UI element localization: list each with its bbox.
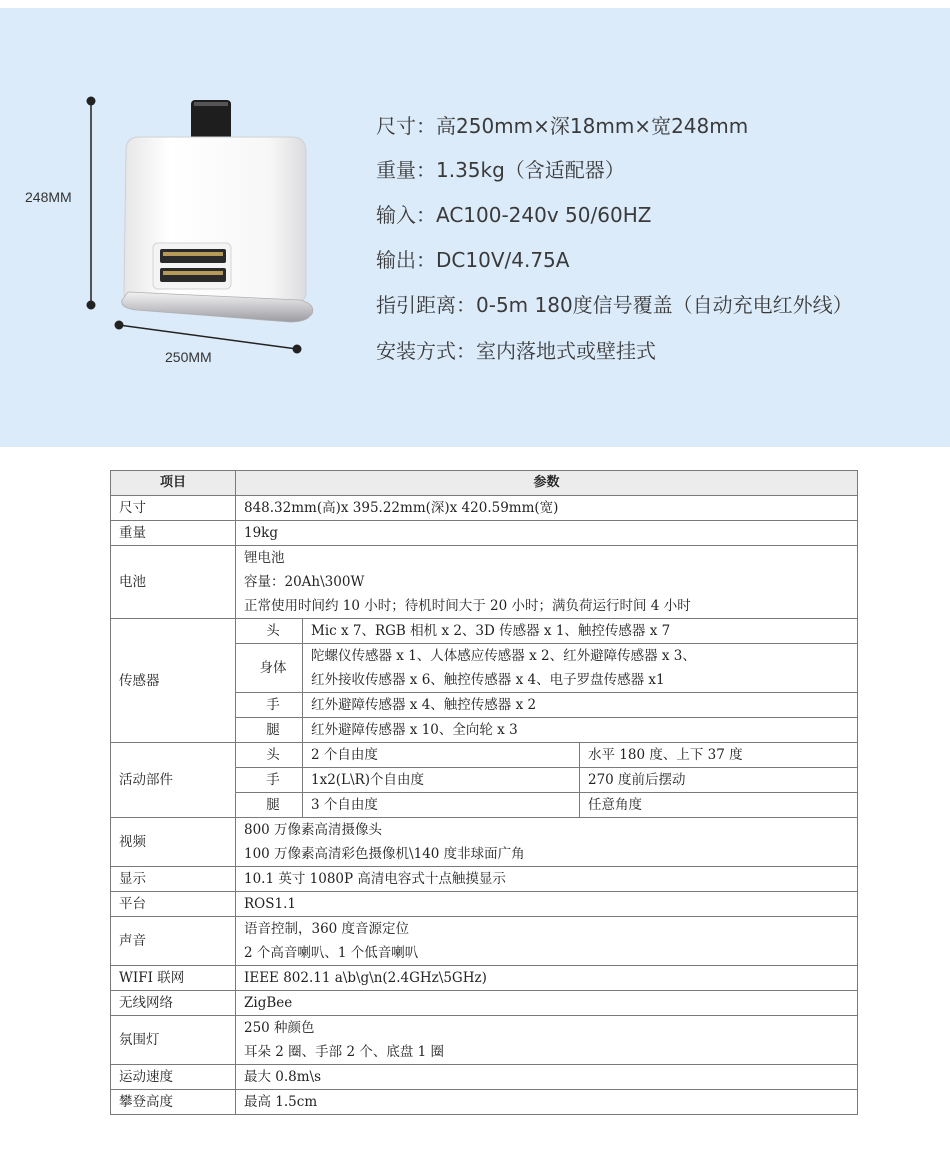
row-value: 最高 1.5cm: [236, 1090, 858, 1115]
value-line: 耳朵 2 圈、手部 2 个、底盘 1 圈: [244, 1044, 445, 1060]
row-value: [236, 1016, 858, 1065]
table-header-row: [111, 471, 858, 496]
row-label: 活动部件: [111, 743, 236, 818]
row-label: 重量: [111, 521, 236, 546]
row-label: 声音: [111, 917, 236, 966]
spec-size: 尺寸：高250mm×深18mm×宽248mm: [376, 114, 749, 138]
sub-label: 头: [236, 619, 303, 644]
value-line: 2 个高音喇叭、1 个低音喇叭: [244, 945, 419, 961]
row-value: 19kg: [236, 521, 858, 546]
value-line: 陀螺仪传感器 x 1、人体感应传感器 x 2、红外避障传感器 x 3、: [311, 648, 696, 664]
range-value: 水平 180 度、上下 37 度: [580, 743, 858, 768]
row-value: ROS1.1: [236, 892, 858, 917]
spec-output: 输出：DC10V/4.75A: [376, 248, 570, 272]
sub-label: 腿: [236, 793, 303, 818]
sub-label: 腿: [236, 718, 303, 743]
table-row: [111, 546, 858, 619]
table-row: [111, 1090, 858, 1115]
table-row: [111, 966, 858, 991]
row-label: 视频: [111, 818, 236, 867]
spec-installation: 安装方式：室内落地式或壁挂式: [376, 339, 656, 363]
row-label: WIFI 联网: [111, 966, 236, 991]
row-value: [236, 546, 858, 619]
row-label: 运动速度: [111, 1065, 236, 1090]
table-row: [111, 991, 858, 1016]
spec-weight: 重量：1.35kg（含适配器）: [376, 158, 625, 182]
row-label: 显示: [111, 867, 236, 892]
row-value: [236, 818, 858, 867]
width-label: 250MM: [165, 349, 212, 365]
value-line: 语音控制，360 度音源定位: [244, 921, 410, 937]
sub-label: 头: [236, 743, 303, 768]
row-label: 尺寸: [111, 496, 236, 521]
value-line: 100 万像素高清彩色摄像机\140 度非球面广角: [244, 846, 525, 862]
value-line: 250 种颜色: [244, 1020, 315, 1036]
value-line: 容量：20Ah\300W: [244, 574, 365, 590]
dof-value: 2 个自由度: [303, 743, 580, 768]
spec-guide-distance: 指引距离：0-5m 180度信号覆盖（自动充电红外线）: [376, 293, 853, 317]
row-value: ZigBee: [236, 991, 858, 1016]
row-value: 红外避障传感器 x 10、全向轮 x 3: [303, 718, 858, 743]
width-dimension-line: [119, 325, 297, 349]
table-row: [111, 892, 858, 917]
sub-label: 手: [236, 768, 303, 793]
dof-value: 1x2(L\R)个自由度: [303, 768, 580, 793]
table-row: [111, 521, 858, 546]
table-row: [111, 867, 858, 892]
row-value: 红外避障传感器 x 4、触控传感器 x 2: [303, 693, 858, 718]
row-value: [236, 917, 858, 966]
row-label: 平台: [111, 892, 236, 917]
table-row: [111, 743, 858, 768]
sub-label: 身体: [236, 644, 303, 693]
header-param: 参数: [236, 471, 858, 496]
row-value: 848.32mm(高)x 395.22mm(深)x 420.59mm(宽): [236, 496, 858, 521]
sub-label: 手: [236, 693, 303, 718]
table-row: [111, 496, 858, 521]
dof-value: 3 个自由度: [303, 793, 580, 818]
row-label: 攀登高度: [111, 1090, 236, 1115]
table-row: [111, 818, 858, 867]
value-line: 正常使用时间约 10 小时；待机时间大于 20 小时；满负荷运行时间 4 小时: [244, 598, 691, 614]
value-line: 锂电池: [244, 550, 285, 566]
value-line: 红外接收传感器 x 6、触控传感器 x 4、电子罗盘传感器 x1: [311, 672, 665, 688]
height-label: 248MM: [25, 189, 72, 205]
table-row: [111, 917, 858, 966]
plug: [191, 100, 231, 142]
table-row: [111, 1065, 858, 1090]
row-label: 无线网络: [111, 991, 236, 1016]
table-row: [111, 1016, 858, 1065]
row-value: IEEE 802.11 a\b\g\n(2.4GHz\5GHz): [236, 966, 858, 991]
row-label: 电池: [111, 546, 236, 619]
row-label: 氛围灯: [111, 1016, 236, 1065]
value-line: 800 万像素高清摄像头: [244, 822, 383, 838]
row-value: [303, 644, 858, 693]
spec-input: 输入：AC100-240v 50/60HZ: [376, 203, 652, 227]
range-value: 任意角度: [580, 793, 858, 818]
range-value: 270 度前后摆动: [580, 768, 858, 793]
row-value: 10.1 英寸 1080P 高清电容式十点触摸显示: [236, 867, 858, 892]
parameter-table: [110, 470, 858, 1115]
row-value: 最大 0.8m\s: [236, 1065, 858, 1090]
table-row: [111, 619, 858, 644]
row-label: 传感器: [111, 619, 236, 743]
row-value: Mic x 7、RGB 相机 x 2、3D 传感器 x 1、触控传感器 x 7: [303, 619, 858, 644]
header-item: 项目: [111, 471, 236, 496]
